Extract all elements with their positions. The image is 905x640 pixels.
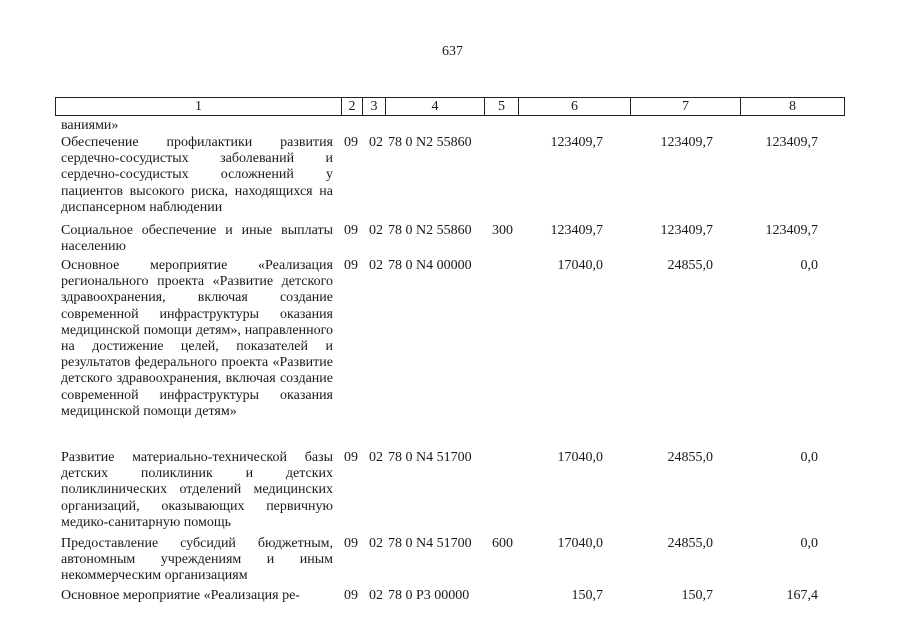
cell-expense-type: 600 — [492, 536, 513, 551]
cell-subsection: 02 — [369, 223, 383, 238]
row-description: Социальное обеспечение и иные выплаты населению — [61, 223, 333, 255]
cell-subsection: 02 — [369, 588, 383, 603]
cell-target-article: 78 0 N4 51700 — [388, 536, 472, 551]
row-description: Предоставление субсидий бюджетным, автономным учреждениям и иным некоммерческим организациям — [61, 536, 333, 584]
cell-value-col8: 123409,7 — [765, 223, 818, 238]
header-col-5: 5 — [484, 98, 518, 115]
cell-value-col8: 0,0 — [800, 258, 818, 273]
cell-target-article: 78 0 P3 00000 — [388, 588, 470, 603]
cell-subsection: 02 — [369, 450, 383, 465]
cell-subsection: 02 — [369, 135, 383, 150]
header-col-1: 1 — [195, 99, 202, 114]
cell-section: 09 — [344, 536, 358, 551]
cell-subsection: 02 — [369, 536, 383, 551]
cell-value-col8: 0,0 — [800, 536, 818, 551]
cell-value-col7: 123409,7 — [660, 135, 713, 150]
page-number: 637 — [442, 44, 463, 59]
cell-section: 09 — [344, 223, 358, 238]
row-description: Основное мероприятие «Реализация ре- — [61, 588, 300, 603]
cell-section: 09 — [344, 450, 358, 465]
cell-value-col6: 17040,0 — [557, 536, 603, 551]
header-col-3: 3 — [362, 98, 385, 115]
cell-target-article: 78 0 N2 55860 — [388, 223, 472, 238]
cell-value-col7: 24855,0 — [667, 258, 713, 273]
cell-value-col6: 17040,0 — [557, 450, 603, 465]
header-col-8: 8 — [740, 98, 844, 115]
cell-expense-type: 300 — [492, 223, 513, 238]
cell-value-col7: 24855,0 — [667, 450, 713, 465]
cell-section: 09 — [344, 588, 358, 603]
header-col-4: 4 — [385, 98, 484, 115]
cell-target-article: 78 0 N4 51700 — [388, 450, 472, 465]
cell-value-col8: 123409,7 — [765, 135, 818, 150]
cell-value-col8: 0,0 — [800, 450, 818, 465]
cell-value-col7: 123409,7 — [660, 223, 713, 238]
cell-target-article: 78 0 N4 00000 — [388, 258, 472, 273]
cell-value-col6: 17040,0 — [557, 258, 603, 273]
cell-section: 09 — [344, 258, 358, 273]
row-description: Развитие материально-технической базы детских поликлиник и детских поликлинических отделений медицинских организаций, оказывающих первичную медико-санитарную помощь — [61, 450, 333, 530]
row-description: Обеспечение профилактики развития сердечно-сосудистых заболеваний и сердечно-сосудистых осложнений у пациентов высокого риска, находящихся на диспансерном наблюдении — [61, 135, 333, 215]
cell-value-col6: 150,7 — [571, 588, 603, 603]
cell-value-col7: 150,7 — [681, 588, 713, 603]
cell-value-col8: 167,4 — [786, 588, 818, 603]
cell-subsection: 02 — [369, 258, 383, 273]
table-header — [55, 97, 845, 116]
row-description: ваниями» — [61, 118, 119, 133]
cell-value-col6: 123409,7 — [550, 223, 603, 238]
row-description: Основное мероприятие «Реализация регионального проекта «Развитие детского здравоохранения, включая создание современной инфраструктуры оказания медицинской помощи детям», направленного на достижение целей, показателей и результатов федерального проекта «Развитие детского здравоохранения, включая создание современной инфраструктуры оказания медицинской помощи детям» — [61, 258, 333, 419]
cell-value-col6: 123409,7 — [550, 135, 603, 150]
header-col-7: 7 — [630, 98, 740, 115]
header-col-2: 2 — [341, 98, 362, 115]
cell-target-article: 78 0 N2 55860 — [388, 135, 472, 150]
header-col-6: 6 — [518, 98, 630, 115]
cell-value-col7: 24855,0 — [667, 536, 713, 551]
cell-section: 09 — [344, 135, 358, 150]
